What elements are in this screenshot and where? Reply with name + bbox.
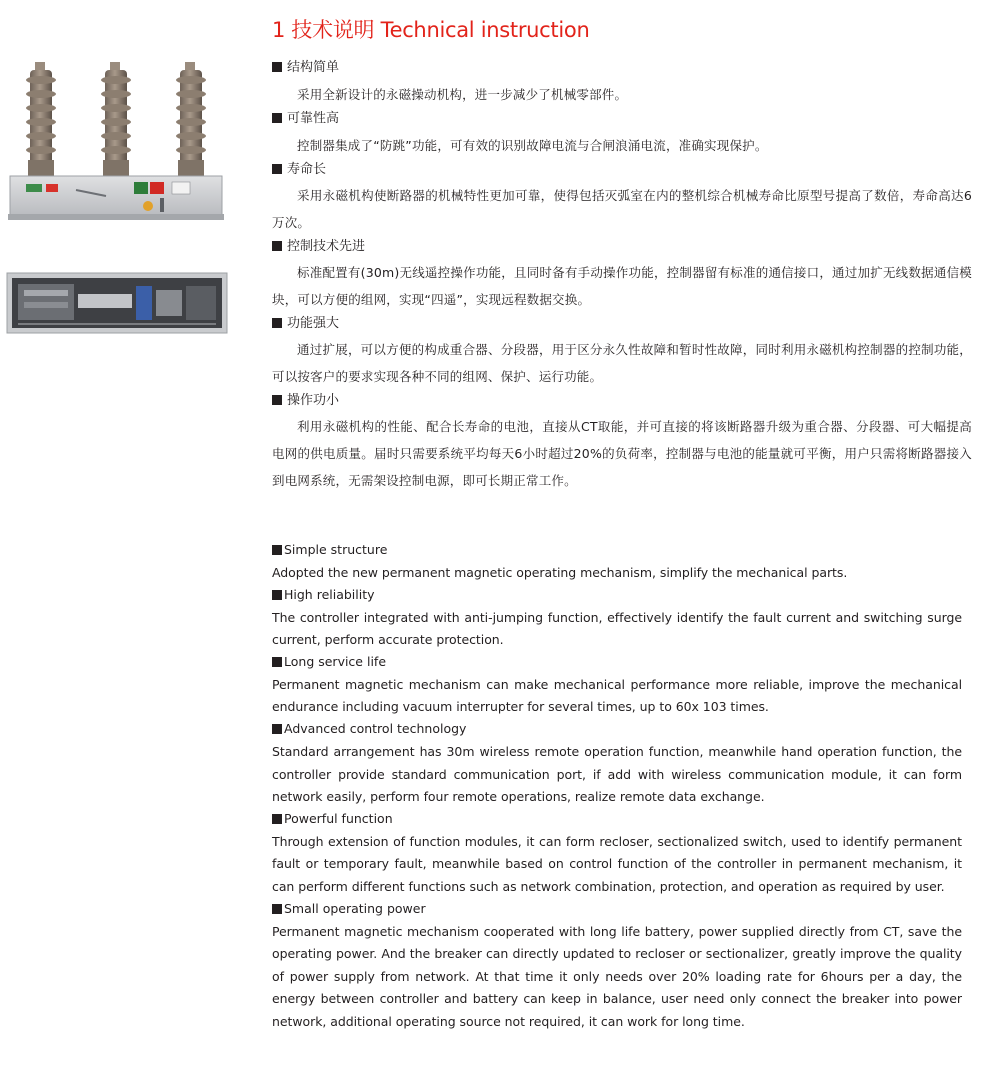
square-bullet-icon: [272, 904, 282, 914]
operating-mechanism-photo: [6, 272, 228, 334]
square-bullet-icon: [272, 62, 282, 72]
section-body-en: The controller integrated with anti-jumping function, effectively identify the fault current and switching surge current, perform accurate protection.: [272, 609, 962, 648]
section-heading-text: 寿命长: [287, 162, 327, 177]
square-bullet-icon: [272, 164, 282, 174]
square-bullet-icon: [272, 545, 282, 555]
square-bullet-icon: [272, 657, 282, 667]
square-bullet-icon: [272, 113, 282, 123]
section-heading-en: [272, 652, 962, 674]
section-body-en: Adopted the new permanent magnetic operating mechanism, simplify the mechanical parts.: [272, 565, 848, 580]
section-body-cn: 标准配置有(30m)无线遥控操作功能，且同时备有手动操作功能，控制器留有标准的通信接口，通过加扩无线数据通信模块，可以方便的组网，实现“四遥”，实现远程数据交换。: [272, 265, 972, 307]
square-bullet-icon: [272, 241, 282, 251]
section-body-cn: 采用永磁机构使断路器的机械特性更加可靠，使得包括灭弧室在内的整机综合机械寿命比原型号提高了数倍，寿命高达6万次。: [272, 188, 972, 230]
square-bullet-icon: [272, 724, 282, 734]
section-body-en: Permanent magnetic mechanism cooperated with long life battery, power supplied directly from CT, save the operating power. And the breaker can directly updated to recloser or sectionalizer, greatly improve the quality of power supply from network. At that time it only needs over 20% loading rate for 6hours per a day, the energy between controller and battery can keep in balance, user need only connect the breaker into power network, additional operating source not required, it can work for long time.: [272, 923, 962, 1029]
section-heading-en: [272, 809, 962, 831]
section-heading-en: [272, 585, 962, 607]
section-heading-text: 可靠性高: [287, 111, 340, 126]
section-heading-text: Small operating power: [284, 900, 426, 916]
square-bullet-icon: [272, 814, 282, 824]
page-title: 1 技术说明 Technical instruction: [272, 18, 590, 42]
section-body-en: Standard arrangement has 30m wireless remote operation function, meanwhile hand operation function, the controller provide standard communication port, if add with wireless communication module, it can form network easily, perform four remote operations, realize remote data exchange.: [272, 743, 962, 805]
english-description: [272, 540, 962, 1034]
section-body-cn: 采用全新设计的永磁操动机构，进一步减少了机械零部件。: [297, 87, 628, 102]
section-heading-text: High reliability: [284, 586, 375, 602]
section-heading-cn: [272, 111, 972, 135]
section-body-cn: 通过扩展，可以方便的构成重合器、分段器，用于区分永久性故障和暂时性故障，同时利用永磁机构控制器的控制功能，可以按客户的要求实现各种不同的组网、保护、运行功能。: [272, 342, 972, 384]
section-heading-en: [272, 899, 962, 921]
section-heading-text: 控制技术先进: [287, 239, 366, 254]
section-heading-text: Simple structure: [284, 542, 388, 557]
square-bullet-icon: [272, 318, 282, 328]
section-heading-en: [272, 540, 962, 562]
section-heading-text: Powerful function: [284, 810, 393, 826]
section-body-en: Permanent magnetic mechanism can make mechanical performance more reliable, improve the mechanical endurance including vacuum interrupter for several times, up to 60x 103 times.: [272, 676, 962, 715]
section-body-en: Through extension of function modules, it can form recloser, sectionalized switch, used to identify permanent fault or temporary fault, meanwhile based on control function of the controller in permanent mechanism, it can perform different functions such as network combination, protection, and operation as required by user.: [272, 833, 962, 894]
section-heading-text: 结构简单: [287, 60, 340, 75]
section-body-cn: 利用永磁机构的性能、配合长寿命的电池，直接从CT取能，并可直接的将该断路器升级为重合器、分段器、可大幅提高电网的供电质量。届时只需要系统平均每天6小时超过20%的负荷率，控制器与电池的能量就可平衡，用户只需将断路器接入到电网系统，无需架设控制电源，即可长期正常工作。: [272, 419, 972, 488]
chinese-description: [272, 60, 972, 497]
section-heading-en: [272, 719, 962, 741]
section-heading-cn: [272, 60, 972, 84]
vacuum-circuit-breaker-photo: [6, 58, 228, 224]
section-heading-text: Long service life: [284, 653, 387, 669]
square-bullet-icon: [272, 590, 282, 600]
section-heading-text: 操作功小: [287, 393, 340, 408]
section-heading-text: 功能强大: [287, 316, 340, 331]
square-bullet-icon: [272, 395, 282, 405]
section-body-cn: 控制器集成了“防跳”功能，可有效的识别故障电流与合闸浪涌电流，准确实现保护。: [297, 138, 768, 153]
section-heading-text: Advanced control technology: [284, 720, 467, 736]
